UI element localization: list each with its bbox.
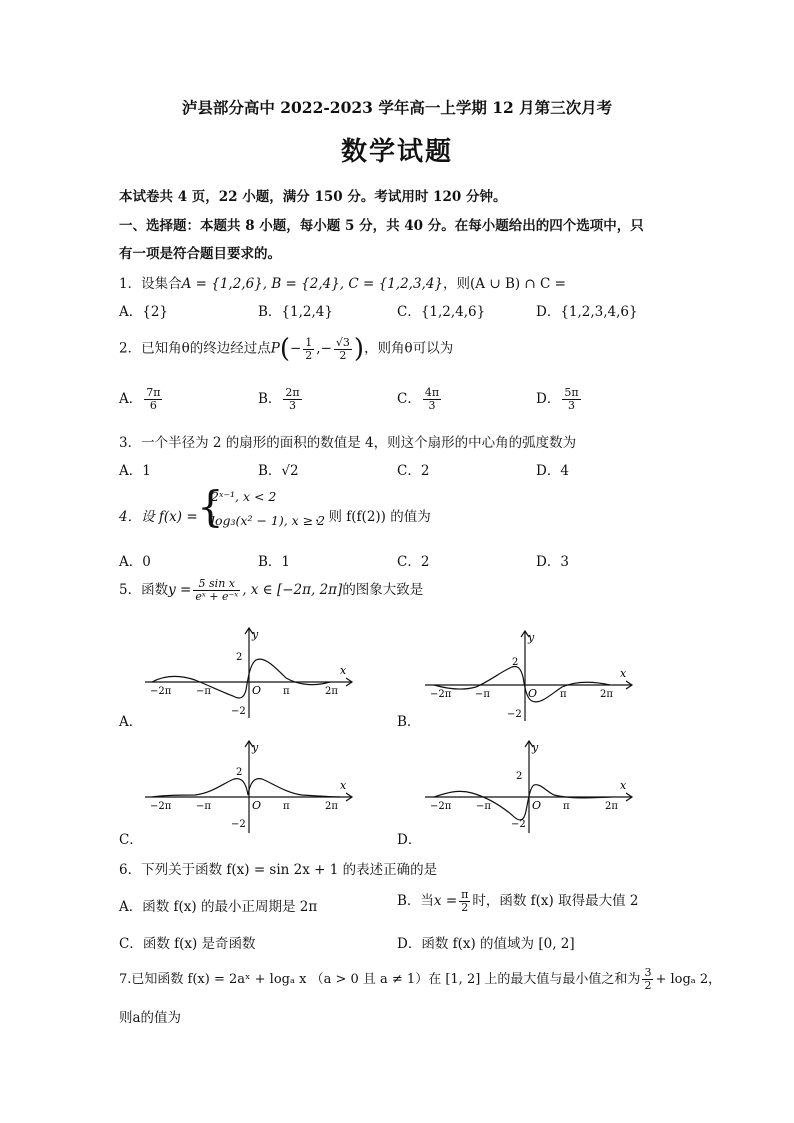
tick-neg-2: −2 bbox=[231, 819, 246, 830]
q6-b-suffix: 时，函数 f(x) 取得最大值 2 bbox=[472, 893, 639, 909]
q2-frac2-den: 2 bbox=[339, 348, 347, 362]
tick-neg-pi: −π bbox=[475, 689, 490, 700]
q5-graph-c bbox=[140, 735, 360, 835]
q1-option-c: C．{1,2,4,6} bbox=[397, 304, 486, 320]
q2-d-letter: D． bbox=[536, 391, 561, 407]
tick-neg-pi: −π bbox=[196, 686, 211, 697]
q1-option-a: A．{2} bbox=[119, 304, 169, 320]
q4-option-c: C．2 bbox=[397, 554, 430, 570]
q2-frac1-num: 1 bbox=[305, 335, 313, 349]
q6-b-x: x = bbox=[433, 893, 458, 909]
q2-prefix: 2．已知角θ的终边经过点 bbox=[119, 340, 271, 357]
q5-prefix: 5．函数 bbox=[119, 582, 169, 598]
q2-a-den: 6 bbox=[149, 399, 157, 412]
q6-option-a: A．函数 f(x) 的最小正周期是 2π bbox=[119, 899, 318, 915]
q2-frac1-den: 2 bbox=[305, 348, 313, 362]
x-label: x bbox=[620, 667, 627, 680]
curve bbox=[152, 659, 330, 698]
section1-heading-line2: 有一项是符合题目要求的。 bbox=[119, 246, 281, 262]
tick-2pi: 2π bbox=[605, 801, 618, 812]
tick-neg-2pi: −2π bbox=[150, 801, 172, 812]
q4-brace: { bbox=[197, 482, 224, 531]
exam-intro: 本试卷共 4 页，22 小题，满分 150 分。考试用时 120 分钟。 bbox=[119, 189, 507, 205]
q5-suffix: 的图象大致是 bbox=[342, 582, 424, 598]
q5-graph-d bbox=[420, 735, 640, 835]
q2-d-den: 3 bbox=[567, 399, 575, 412]
question-7-stem bbox=[119, 967, 721, 992]
q5-graph-a bbox=[140, 620, 360, 720]
q6-option-b bbox=[397, 889, 638, 914]
q5-func-num: 5 sin x bbox=[193, 578, 240, 591]
section1-heading-line1: 一、选择题：本题共 8 小题，每小题 5 分，共 40 分。在每小题给出的四个选项中，只 bbox=[119, 218, 644, 234]
q5-func-lhs: y = bbox=[168, 582, 192, 598]
tick-neg-2: −2 bbox=[511, 819, 526, 830]
exam-title: 泸县部分高中 2022-2023 学年高一上学期 12 月第三次月考 bbox=[181, 98, 613, 117]
q1-option-b: B．{1,2,4} bbox=[258, 304, 333, 320]
q2-b-letter: B． bbox=[258, 391, 282, 407]
q4-option-d: D．3 bbox=[536, 554, 569, 570]
tick-2: 2 bbox=[512, 657, 519, 668]
question-1-stem bbox=[119, 272, 566, 292]
tick-neg-2pi: −2π bbox=[430, 801, 452, 812]
tick-2pi: 2π bbox=[600, 689, 613, 700]
curve bbox=[152, 779, 340, 797]
q6-b-prefix: B．当 bbox=[397, 893, 434, 909]
q2-a-num: 7π bbox=[146, 386, 161, 399]
subject-title: 数学试题 bbox=[340, 137, 453, 167]
q2-suffix: ，则角θ可以为 bbox=[364, 340, 454, 357]
curve bbox=[434, 666, 610, 701]
q2-d-num: 5π bbox=[564, 386, 579, 399]
q2-point-label: P bbox=[270, 340, 280, 357]
origin: O bbox=[252, 684, 262, 697]
q2-b-num: 2π bbox=[285, 386, 300, 399]
question-2-stem: 2．已知角θ的终边经过点P(− $\frac{1}{2}$ ,− $\frac{√3}{2}$ )，则角θ可以为 bbox=[119, 334, 454, 364]
question-7-line2: 则a的值为 bbox=[119, 1010, 182, 1026]
q7-sum-den: 2 bbox=[644, 979, 652, 992]
q1-prefix: 1．设集合 bbox=[119, 276, 182, 292]
x-label: x bbox=[620, 779, 627, 792]
q7-sum-suffix: + logₐ 2， bbox=[655, 972, 722, 987]
y-label: y bbox=[528, 631, 535, 644]
q4-suffix: ，则 f(f(2)) 的值为 bbox=[315, 509, 431, 525]
y-label: y bbox=[252, 741, 259, 754]
tick-2: 2 bbox=[236, 767, 243, 778]
q2-a-letter: A． bbox=[119, 391, 143, 407]
q3-option-b: B．√2 bbox=[258, 463, 299, 479]
q2-c-num: 4π bbox=[424, 386, 440, 399]
q5-option-d-label: D． bbox=[397, 832, 422, 848]
tick-neg-2: −2 bbox=[507, 709, 522, 720]
q7-prefix: 7.已知函数 f(x) = 2aˣ + logₐ x （a > 0 且 a ≠ 1）在 [1, 2] 上的最大值与最小值之和为 bbox=[119, 972, 641, 987]
tick-pi: π bbox=[560, 689, 567, 700]
q6-b-num: π bbox=[461, 888, 469, 901]
q5-func-den: eˣ + e⁻ˣ bbox=[195, 590, 239, 603]
origin: O bbox=[252, 799, 262, 812]
question-5-stem bbox=[119, 578, 423, 603]
question-3-stem: 3．一个半径为 2 的扇形的面积的数值是 4，则这个扇形的中心角的弧度数为 bbox=[119, 435, 577, 451]
tick-2: 2 bbox=[516, 771, 523, 782]
q4-prefix: 4．设 f(x) = bbox=[119, 509, 198, 525]
tick-neg-2pi: −2π bbox=[150, 686, 172, 697]
q3-option-d: D．4 bbox=[536, 463, 569, 479]
curve bbox=[434, 785, 612, 820]
q2-option-c bbox=[397, 387, 443, 412]
tick-neg-2: −2 bbox=[231, 706, 246, 717]
q7-sum-num: 3 bbox=[644, 966, 652, 979]
y-label: y bbox=[252, 628, 259, 641]
q4-option-a: A．0 bbox=[119, 554, 151, 570]
x-label: x bbox=[340, 779, 347, 792]
tick-2: 2 bbox=[236, 652, 243, 663]
q4-case2: log₃(x² − 1), x ≥ 2 bbox=[211, 513, 326, 528]
q2-option-b bbox=[258, 387, 304, 412]
q5-option-c-label: C． bbox=[119, 832, 143, 848]
q1-suffix: ，则(A ∪ B) ∩ C = bbox=[443, 276, 566, 292]
tick-pi: π bbox=[283, 686, 290, 697]
q4-option-b: B．1 bbox=[258, 554, 291, 570]
tick-pi: π bbox=[283, 801, 290, 812]
q5-option-b-label: B． bbox=[397, 714, 421, 730]
q3-option-a: A．1 bbox=[119, 463, 151, 479]
q2-option-d bbox=[536, 387, 583, 412]
y-label: y bbox=[532, 741, 539, 754]
q4-case1: 2ˣ⁻¹, x < 2 bbox=[211, 489, 277, 504]
q5-domain: , x ∈ [−2π, 2π] bbox=[242, 582, 343, 598]
q6-b-den: 2 bbox=[461, 901, 469, 914]
q6-option-c: C．函数 f(x) 是奇函数 bbox=[119, 936, 256, 952]
q1-option-d: D．{1,2,3,4,6} bbox=[536, 304, 638, 320]
tick-neg-pi: −π bbox=[476, 801, 491, 812]
origin: O bbox=[528, 687, 538, 700]
tick-2pi: 2π bbox=[325, 801, 338, 812]
q5-option-a-label: A． bbox=[119, 714, 143, 730]
origin: O bbox=[532, 799, 542, 812]
tick-neg-2pi: −2π bbox=[430, 689, 452, 700]
q2-c-letter: C． bbox=[397, 391, 421, 407]
q2-frac2-num: √3 bbox=[335, 335, 350, 349]
question-6-stem: 6．下列关于函数 f(x) = sin 2x + 1 的表述正确的是 bbox=[119, 862, 438, 878]
q2-b-den: 3 bbox=[289, 399, 297, 412]
q2-c-den: 3 bbox=[428, 399, 436, 412]
q1-sets: A = {1,2,6}, B = {2,4}, C = {1,2,3,4} bbox=[181, 276, 444, 292]
tick-neg-pi: −π bbox=[196, 801, 211, 812]
q5-graph-b bbox=[420, 625, 640, 725]
q2-option-a bbox=[119, 387, 164, 412]
q3-option-c: C．2 bbox=[397, 463, 430, 479]
tick-pi: π bbox=[563, 801, 570, 812]
tick-2pi: 2π bbox=[325, 686, 338, 697]
q6-option-d: D．函数 f(x) 的值域为 [0, 2] bbox=[397, 936, 575, 952]
x-label: x bbox=[340, 664, 347, 677]
